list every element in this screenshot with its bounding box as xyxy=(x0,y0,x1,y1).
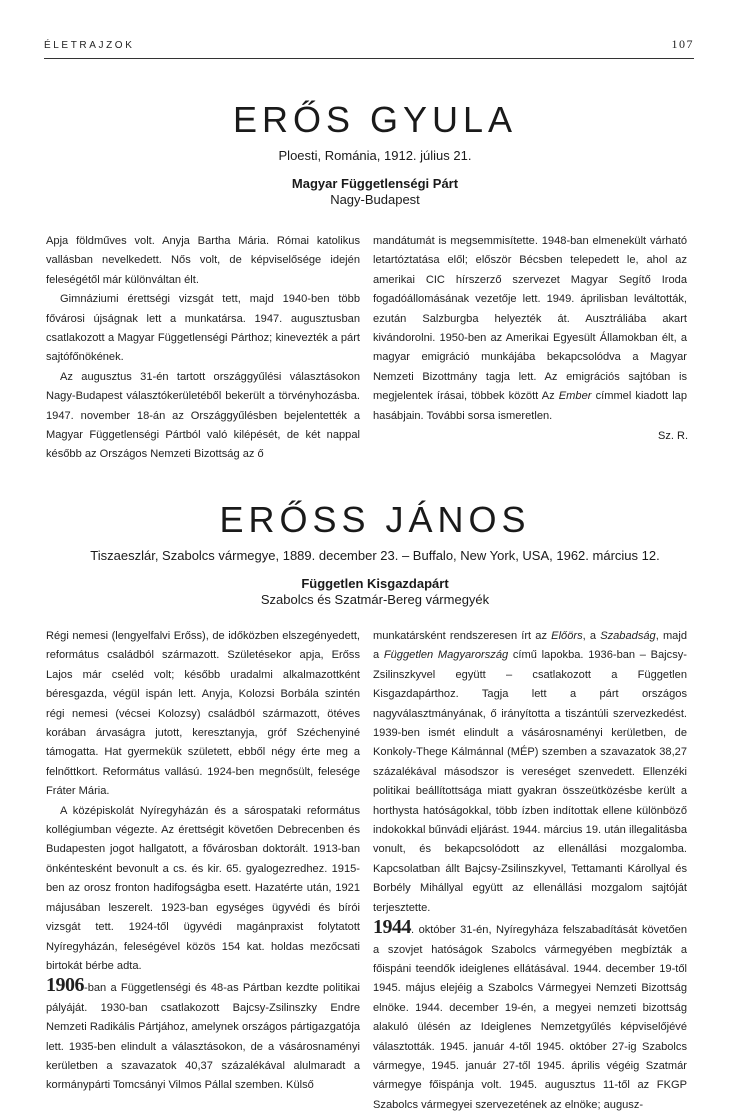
entry-heading-eross-janos xyxy=(0,500,750,607)
paragraph: Régi nemesi (lengyelfalvi Erőss), de időközben elszegényedett, református családból származott. Születésekor apja, Erőss Lajos már cseléd volt; később uradalmi alkalmazottként béresgazda, végül ispán lett. Anyja, Kolozsi Borbála szintén régi nemesi (vécsei Kolozsy) családból származott, ötéves korában árvaságra jutott, keresztanyja, gróf Széchenyiné támogatta. Hat gyermekük született, ebből négy érte meg a felnőttkort. Református vallású. 1924-ben megnősült, felesége Fráter Mária. xyxy=(46,630,360,798)
paragraph xyxy=(46,976,360,1095)
entry-district: Szabolcs és Szatmár-Bereg vármegyék xyxy=(260,592,490,607)
entry-life-dates: Tiszaeszlár, Szabolcs vármegye, 1889. december 23. – Buffalo, New York, USA, 1962. március 12. xyxy=(90,548,660,563)
paragraph: Apja földműves volt. Anyja Bartha Mária. Római katolikus vallásban nevelkedett. Nős volt, de képviselősége idején feleségétől már különváltan élt. xyxy=(46,235,360,286)
text-run: -ban a Függetlenségi és 48-as Pártban kezdte politikai pályáját. 1930-ban csatlakozott Bajcsy-Zsilinszky Endre Nemzeti Radikális Pártjához, amelynek országos pártigazgatója lett. 1935-ben elindult a választásokon, de a vásárosnaményi kerületben a szavazatok 40,37 százalékával alulmaradt a kormánypárti Tomcsányi Vilmos Pállal szemben. Külső xyxy=(46,982,360,1092)
author-signature: Sz. R. xyxy=(658,430,688,442)
text-run: címmel kiadott lap hasábjain. További sorsa ismeretlen. xyxy=(373,390,688,422)
entry-name: ERŐS GYULA xyxy=(232,99,518,140)
page-number: 107 xyxy=(671,37,694,51)
entry-party: Független Kisgazdapárt xyxy=(301,576,449,591)
text-run: . október 31-én, Nyíregyháza felszabadítását követően a szovjet hatóságok Szabolcs vármegyében megbízták a főispáni teendők ideiglenes ellátásával. 1944. december 19-től 1945. május elejéig a Szabolcs Vármegyei Nemzeti Bizottság elnöke. 1944. december 19-én, a megyei nemzeti bizottság alakuló ülésén az Ideiglenes Nemzetgyűlés képviselőjévé választották. 1945. január 4-től 1945. október 27-ig Szabolcs vármegye, 1945. január 27-től 1945. április végéig Szatmár vármegye főispánja volt. 1945. augusztus 11-től az FKGP Szabolcs vármegyei szervezetének az elnöke; augusz- xyxy=(373,924,687,1111)
entry2-left-column xyxy=(46,627,360,1096)
publication-title: Előörs xyxy=(551,630,583,642)
paragraph xyxy=(373,918,687,1115)
text-run: munkatársként rendszeresen írt az xyxy=(373,630,552,642)
entry-party: Magyar Függetlenségi Párt xyxy=(291,176,459,191)
paragraph xyxy=(373,232,687,426)
entry1-left-column xyxy=(46,232,360,465)
text-run: , majd a xyxy=(373,630,687,662)
publication-title: Ember xyxy=(558,390,592,403)
paragraph: Gimnáziumi érettségi vizsgát tett, majd 1940-ben több fővárosi újságnak lett a munkatársa. 1947. augusztusban csatlakozott a Magyar Függetlenségi Párthoz; kinevezték a párt sajtófőnökének. xyxy=(46,293,360,364)
publication-title: Független Magyarország xyxy=(383,649,509,662)
entry-district: Nagy-Budapest xyxy=(330,192,420,207)
entry-heading-eros-gyula xyxy=(0,100,750,207)
text-run: című lapokba. 1936-ban – Bajcsy-Zsilinszkyvel együtt – csatlakozott a Független Kisgazdapárthoz. Tagja lett a párt országos nagyválasztmányának, ő irányította a tiszántúli szervezkedést. 1939-ben ismét elindult a vásárosnaményi kerületben, de Konkoly-Thege Kálmánnal (MÉP) szemben a szavazatok 38,27 százalékával másodszor is vereséget szenvedett. Ellenzéki politikai beállítottsága miatt gyakran összeütközésbe került a horthysta hatóságokkal, több ízben indítottak ellene különböző indokokkal bűnvádi eljárást. 1944. március 19. után illegalitásba vonult, és bekapcsolódott az ellenállási mozgalomba. Kapcsolatban állt Bajcsy-Zsilinszkyvel, Tettamanti Károllyal és Borbély Mihállyal együtt az ellenállási mozgalom sajtóját terjesztette. xyxy=(373,649,687,914)
text-run: , a xyxy=(582,630,601,642)
paragraph xyxy=(373,627,687,918)
publication-title: Szabadság xyxy=(600,630,656,642)
entry2-right-column xyxy=(373,627,687,1115)
running-head: ÉLETRAJZOK xyxy=(44,40,135,51)
header-rule xyxy=(44,58,694,59)
text-run: mandátumát is megsemmisítette. 1948-ban elmenekült várható letartóztatása elől; először Bécsben telepedett le, ahol az amerikai CIC hírszerző szervezet Magyar Segítő Iroda fogadóállomásának vezetője lett. 1949. áprilisban leváltották, ezután Salzburgba helyezték át. Ausztráliába akart kivándorolni. 1950-ben az Amerikai Egyesült Államokban élt, a magyar emigráció munkájába bekapcsolódva a Magyar Nemzeti Bizottmány tagja lett. Az emigrációs sajtóban is megjelentek írásai, többek között Az xyxy=(373,235,687,403)
paragraph: A középiskolát Nyíregyházán és a sárospataki református kollégiumban végezte. Az érettségit követően Debrecenben és Budapesten jogot hallgatott, a fővárosban doktorált. 1913-ban önkéntesként bevonult a cs. és kir. 65. gyalogezredhez. 1915-ben az orosz fronton hadifogságba esett. Hazatérte után, 1921 májusában leszerelt. 1923-ban egységes ügyvédi és bírói vizsgát tett. 1924-től ügyvédi magánpraxist folytatott Nyíregyházán, feleségével közös 154 kat. holdas mezőcsati birtokát bérbe adta. xyxy=(46,804,360,972)
entry1-right-column xyxy=(373,232,687,426)
year-marker: 1906 xyxy=(46,974,84,997)
entry-name: ERŐSS JÁNOS xyxy=(219,499,531,540)
entry-life-dates: Ploesti, Románia, 1912. július 21. xyxy=(278,148,472,163)
paragraph: Az augusztus 31-én tartott országgyűlési választásokon Nagy-Budapest választókerületéből bekerült a törvényhozásba. 1947. november 18-án az Országgyűlésben bejelentették a Magyar Függetlenségi Pártból való kilépését, de két nappal később az Országos Nemzeti Bizottság az ő xyxy=(46,370,360,461)
year-marker: 1944 xyxy=(373,916,411,939)
